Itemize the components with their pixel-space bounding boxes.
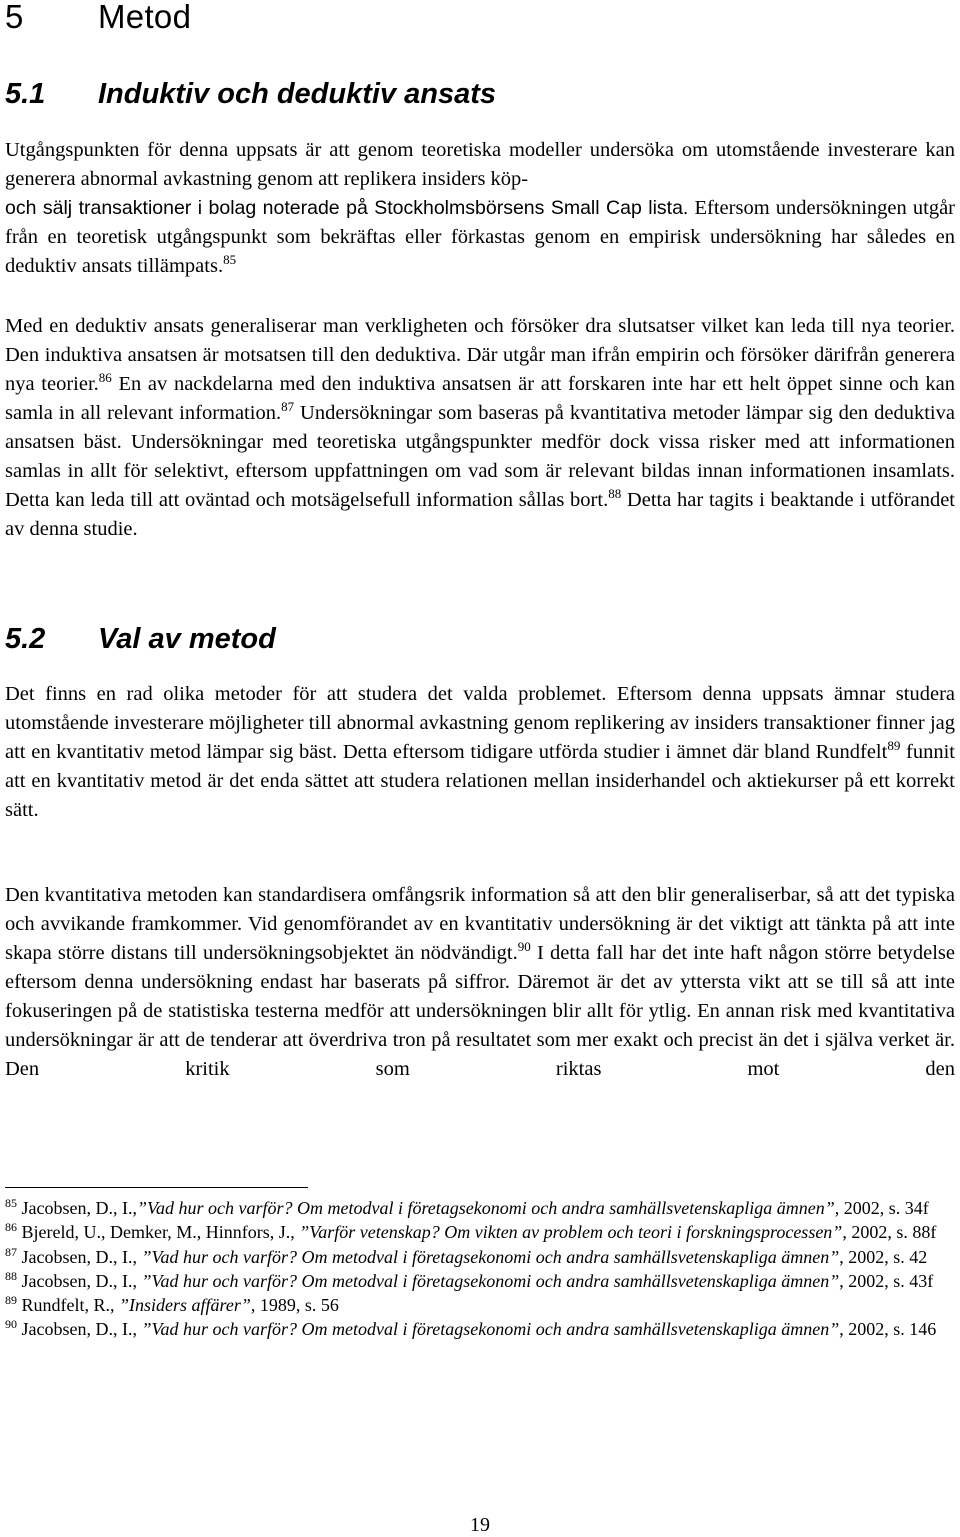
footnote-ref-88[interactable]: 88 bbox=[608, 486, 622, 501]
section-number: 5.2 bbox=[5, 623, 46, 655]
paragraph-5-2-1 bbox=[5, 680, 955, 825]
chapter-number: 5 bbox=[5, 0, 24, 35]
footnote-number: 90 bbox=[5, 1317, 17, 1332]
paragraph-text: Eftersom undersökningen utgår från en teoretisk utgångspunkt som bekräftas eller förkastas genom en empirisk undersökning har således en deduktiv ansats tillämpats. bbox=[5, 197, 955, 277]
section-number: 5.1 bbox=[5, 78, 46, 110]
footnote-source: , 2002, s. 42 bbox=[839, 1246, 928, 1267]
footnote-number: 88 bbox=[5, 1268, 17, 1283]
footnote-source: , 2002, s. 88f bbox=[842, 1222, 937, 1243]
footnote-87 bbox=[5, 1245, 955, 1269]
footnote-source: , 1989, s. 56 bbox=[250, 1295, 339, 1316]
footnote-ref-87[interactable]: 87 bbox=[281, 399, 295, 414]
section-title: Induktiv och deduktiv ansats bbox=[98, 78, 497, 110]
footnote-ref-90[interactable]: 90 bbox=[517, 939, 531, 954]
footnote-title: ”Vad hur och varför? Om metodval i företagsekonomi och andra samhällsvetenskapliga ämnen” bbox=[136, 1319, 840, 1340]
paragraph-5-2-2 bbox=[5, 881, 955, 1084]
paragraph-text: Undersökningar som baseras på kvantitativa metoder lämpar sig den deduktiva ansatsen bäst. Undersökningar med teoretiska utgångspunkter medför dock vissa risker med att informationen samlas in allt för selektivt, eftersom uppfattningen om vad som är relevant bildas innan informationen insamlats. Detta kan leda till att oväntad och motsägelsefull information sållas bort. bbox=[5, 402, 955, 511]
paragraph-text: och sälj transaktioner i bolag noterade på Stockholmsbörsens Small Cap lista. bbox=[5, 197, 689, 219]
paragraph-text: Det finns en rad olika metoder för att studera det valda problemet. Eftersom denna uppsats ämnar studera utomstående investerare möjligheter till abnormal avkastning genom replikering av insiders transaktioner finner jag att en kvantitativ metod lämpar sig bäst. Detta eftersom tidigare utförda studier i ämnet där bland Rundfelt bbox=[5, 683, 955, 763]
footnote-source: , 2002, s. 34f bbox=[834, 1198, 929, 1218]
paragraph-5-1-1 bbox=[5, 136, 955, 281]
footnote-ref-85[interactable]: 85 bbox=[223, 252, 237, 267]
footnote-source: , 2002, s. 43f bbox=[839, 1270, 934, 1291]
footnote-separator bbox=[5, 1187, 308, 1188]
footnote-author: Rundfelt, R., bbox=[21, 1295, 115, 1316]
footnote-86 bbox=[5, 1220, 955, 1244]
paragraph-text: I detta fall har det inte haft någon större betydelse eftersom denna undersökning endast har baserats på siffror. Däremot är det av yttersta vikt att se till så att inte fokuseringen på de statistiska testerna medför att undersökningen blir allt för ytlig. En annan risk med kvantitativa undersökningar är att de tenderar att överdriva tron på resultatet som mer exakt och precist än det i själva verket är. Den kritik som riktas mot den bbox=[5, 942, 955, 1080]
footnote-author: Jacobsen, D., I., bbox=[21, 1319, 137, 1340]
footnote-number: 86 bbox=[5, 1220, 17, 1235]
footnote-85 bbox=[5, 1196, 955, 1220]
footnote-author: Jacobsen, D., I., bbox=[21, 1270, 137, 1291]
paragraph-text: funnit att en kvantitativ metod är det enda sättet att studera relationen mellan insiderhandel och aktiekurser på ett korrekt sätt. bbox=[5, 741, 956, 821]
paragraph-text: Den kvantitativa metoden kan standardisera omfångsrik information så att den blir generaliserbar, så att det typiska och avvikande framkommer. Vid genomförandet av en kvantitativ undersökning är det viktigt att tänkta på att inte skapa större distans till undersökningsobjektet än nödvändigt. bbox=[5, 884, 955, 964]
paragraph-5-1-2 bbox=[5, 312, 955, 544]
footnote-number: 89 bbox=[5, 1293, 17, 1308]
footnote-title: ”Insiders affärer” bbox=[114, 1295, 251, 1316]
footnote-number: 85 bbox=[5, 1196, 17, 1210]
paragraph-text: En av nackdelarna med den induktiva ansatsen är att forskaren inte har ett helt öppet sinne och kan samla in all relevant information. bbox=[5, 373, 955, 424]
section-heading-5-2 bbox=[5, 623, 276, 656]
chapter-title: Metod bbox=[98, 0, 192, 35]
footnote-88 bbox=[5, 1269, 955, 1293]
section-heading-5-1 bbox=[5, 78, 496, 111]
section-title: Val av metod bbox=[98, 623, 276, 655]
footnote-author: Bjereld, U., Demker, M., Hinnfors, J., bbox=[21, 1222, 295, 1243]
paragraph-text: Utgångspunkten för denna uppsats är att genom teoretiska modeller undersöka om utomstående investerare kan generera abnormal avkastning genom att replikera insiders köp- bbox=[5, 139, 955, 190]
footnote-author: Jacobsen, D., I., bbox=[21, 1246, 137, 1267]
footnote-title: ”Vad hur och varför? Om metodval i företagsekonomi och andra samhällsvetenskapliga ämnen” bbox=[136, 1198, 835, 1218]
footnote-ref-89[interactable]: 89 bbox=[887, 738, 901, 753]
footnote-source: , 2002, s. 146 bbox=[839, 1319, 937, 1340]
page-number: 19 bbox=[470, 1514, 490, 1536]
footnote-list bbox=[5, 1196, 955, 1342]
footnote-number: 87 bbox=[5, 1244, 17, 1259]
footnote-90 bbox=[5, 1317, 955, 1341]
footnote-ref-86[interactable]: 86 bbox=[98, 370, 112, 385]
paragraph-text: Detta har tagits i beaktande i utförandet av denna studie. bbox=[5, 489, 955, 540]
footnote-author: Jacobsen, D., I., bbox=[21, 1198, 137, 1218]
chapter-heading bbox=[5, 0, 191, 36]
footnote-89 bbox=[5, 1293, 955, 1317]
footnote-title: ”Vad hur och varför? Om metodval i företagsekonomi och andra samhällsvetenskapliga ämnen” bbox=[136, 1246, 840, 1267]
footnote-title: ”Vad hur och varför? Om metodval i företagsekonomi och andra samhällsvetenskapliga ämnen” bbox=[136, 1270, 840, 1291]
paragraph-text: Med en deduktiv ansats generaliserar man verkligheten och försöker dra slutsatser vilket kan leda till nya teorier. Den induktiva ansatsen är motsatsen till den deduktiva. Där utgår man ifrån empirin och försöker därifrån generera nya teorier. bbox=[5, 315, 955, 395]
footnote-title: ”Varför vetenskap? Om vikten av problem och teori i forskningsprocessen” bbox=[294, 1222, 843, 1243]
